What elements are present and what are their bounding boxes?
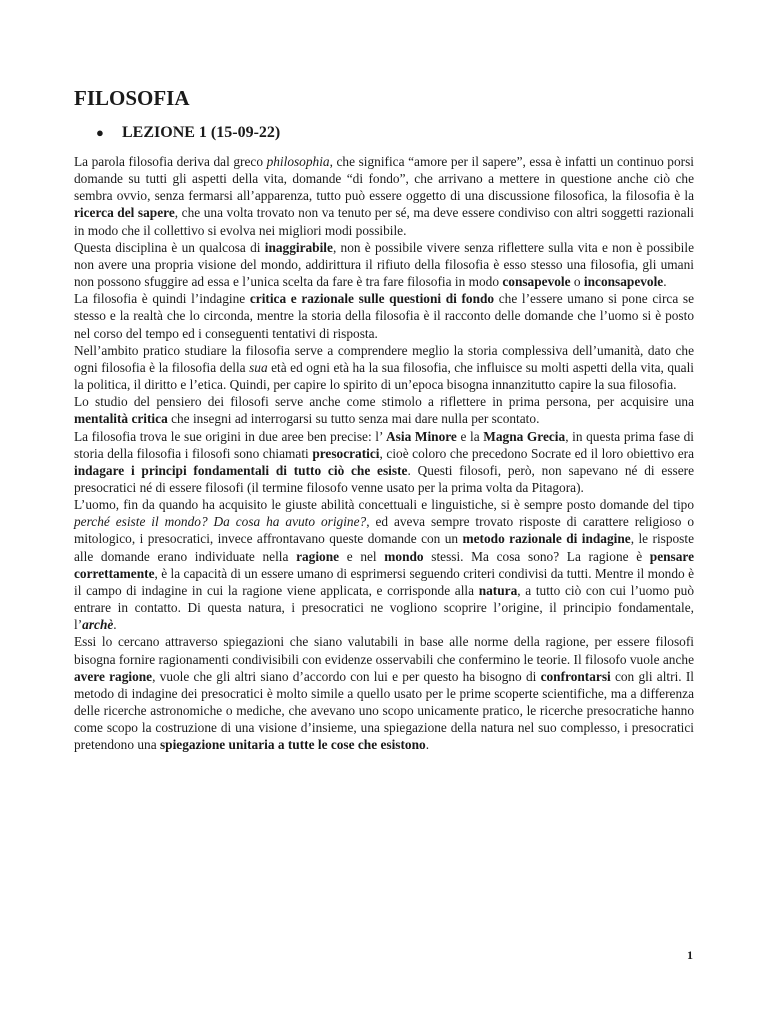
- text-run: , cioè coloro che precedono Socrate ed il loro obiettivo era: [379, 445, 694, 461]
- text-run: o: [570, 274, 584, 290]
- bold-term: inaggirabile: [264, 239, 333, 255]
- bold-term: mentalità critica: [74, 411, 168, 427]
- italic-term: sua: [249, 359, 268, 375]
- paragraph: [74, 496, 694, 633]
- text-run: , a tutto ciò con cui l’uomo può entrare in contatto. Di questa natura, i presocratici ne vogliono scoprire l’origine, il principio fondamentale, l’: [74, 582, 694, 633]
- italic-term: perché esiste il mondo? Da cosa ha avuto origine?: [74, 514, 367, 530]
- text-run: , ed aveva sempre trovato risposte di carattere religioso o mitologico, i presocratici, invece affrontavano queste domande con un: [74, 514, 694, 547]
- text-run: età ed ogni età ha la sua filosofia, che influisce su molti aspetti della vita, quali la politica, il diritto e l’etica. Quindi, per capire lo spirito di un’epoca bisogna innanzitutto capire la sua filosofia.: [74, 359, 695, 393]
- italic-term: philosophia: [266, 154, 330, 169]
- text-run: , vuole che gli altri siano d’accordo con lui e per questo ha bisogno di: [152, 668, 541, 684]
- paragraph: [74, 290, 694, 341]
- text-run: , che significa “amore per il sapere”, essa è infatti un continuo porsi domande su tutti gli aspetti della vita, domande “di fondo”, che arrivano a mettere in questione anche ciò che sembra ovvio, senza fermarsi all’apparenza, tutto può essere oggetto di una discussione filosofica, la filosofia è la: [74, 154, 694, 204]
- bold-term: spiegazione unitaria a tutte le cose che esistono: [159, 737, 426, 753]
- text-run: Essi lo cercano attraverso spiegazioni che siano valutabili in base alle norme della ragione, per essere filosofi bisogna fornire ragionamenti condivisibili con evidenze osservabili che confermino le teorie. Il filosofo vuole anche: [74, 634, 694, 667]
- paragraph: [74, 393, 694, 427]
- bold-term: natura: [478, 582, 518, 598]
- bold-term: indagare i principi fondamentali di tutto ciò che esiste: [74, 462, 408, 478]
- text-run: .: [113, 617, 117, 633]
- text-run: con gli altri. Il metodo di indagine dei presocratici è molto simile a quello usato per le prime scoperte scientifiche, ma a differenza delle ricerche astronomiche o mediche, che avevano uno scopo unicamente pratico, le ricerche presocratiche hanno come scopo la costruzione di una visione d’insieme, una spiegazione della natura nel suo complesso, i presocratici pretendono una: [74, 668, 694, 753]
- text-run: La parola filosofia deriva dal greco: [74, 154, 267, 169]
- bold-term: metodo razionale di indagine: [462, 531, 631, 547]
- bold-term: mondo: [384, 548, 424, 564]
- text-run: che l’essere umano si pone circa se stesso e la realtà che lo circonda, mentre la storia della filosofia è il racconto delle domande che l’uomo si è posto nel corso del tempo ed i conseguenti tentativi di risposta.: [74, 291, 694, 341]
- bold-term: Asia Minore: [386, 428, 457, 444]
- bold-term: inconsapevole: [583, 274, 664, 290]
- text-run: Questa disciplina è un qualcosa di: [74, 239, 265, 255]
- paragraph: [74, 428, 694, 497]
- text-run: L’uomo, fin da quando ha acquisito le giuste abilità concettuali e linguistiche, si è sempre posto domande del tipo: [74, 497, 694, 513]
- text-run: .: [663, 274, 667, 290]
- text-run: La filosofia trova le sue origini in due aree ben precise: l’: [74, 428, 387, 444]
- document-body: [74, 153, 694, 753]
- bold-term: Magna Grecia: [483, 428, 566, 444]
- lesson-label: LEZIONE 1 (15-09-22): [122, 124, 281, 141]
- lesson-heading: [96, 124, 280, 142]
- text-run: .: [425, 737, 430, 753]
- bold-term: presocratici: [312, 445, 380, 461]
- text-run: , non è possibile vivere senza riflettere sulla vita e non è possibile non avere una propria visione del mondo, addirittura il rifiuto della filosofia è esso stesso una filosofia, gli umani non possono sfuggire ad essa e l’unica scelta da fare è tra fare filosofia in modo: [74, 239, 694, 290]
- bold-term: ricerca del sapere: [74, 205, 175, 221]
- bold-term: pensare correttamente: [74, 548, 695, 581]
- bold-term: critica e razionale sulle questioni di fondo: [249, 291, 495, 307]
- paragraph: [74, 342, 694, 393]
- paragraph: [74, 633, 694, 753]
- text-run: e nel: [339, 548, 385, 564]
- bold-term: consapevole: [502, 274, 571, 290]
- bold-term: ragione: [296, 548, 340, 564]
- text-run: Lo studio del pensiero dei filosofi serve anche come stimolo a riflettere in prima persona, per acquisire una: [74, 394, 694, 410]
- page-number: 1: [687, 948, 693, 962]
- paragraph: [74, 153, 694, 239]
- text-run: stessi. Ma cosa sono? La ragione è: [423, 548, 650, 564]
- document-title: FILOSOFIA: [74, 86, 190, 110]
- bold-term: confrontarsi: [540, 668, 611, 684]
- text-run: . Questi filosofi, però, non sapevano né di essere presocratici né di essere filosofi (il termine filosofo venne usato per la prima volta da Pitagora).: [74, 462, 695, 495]
- paragraph: [74, 239, 694, 290]
- text-run: , è la capacità di un essere umano di esprimersi seguendo criteri condivisi da tutti. Mentre il mondo è il campo di indagine in cui la ragione viene applicata, e corrisponde alla: [74, 565, 694, 598]
- text-run: e la: [456, 428, 484, 444]
- bullet-icon: ●: [96, 125, 104, 140]
- text-run: La filosofia è quindi l’indagine: [74, 291, 250, 307]
- bold-term: avere ragione: [74, 668, 153, 684]
- text-run: che insegni ad interrogarsi su tutto senza mai dare nulla per scontato.: [167, 411, 540, 427]
- text-run: , le risposte alle domande erano individuate nella: [74, 531, 695, 564]
- text-run: , che una volta trovato non va tenuto per sé, ma deve essere condiviso con altri soggetti razionali in modo che il collettivo si evolva nei migliori modi possibile.: [74, 205, 695, 238]
- text-run: , in questa prima fase di storia della filosofia i filosofi sono chiamati: [74, 428, 695, 461]
- bold-italic-term: archè: [82, 617, 114, 633]
- text-run: Nell’ambito pratico studiare la filosofia serve a comprendere meglio la storia complessiva dell’umanità, dato che ogni filosofia è la filosofia della: [74, 342, 694, 375]
